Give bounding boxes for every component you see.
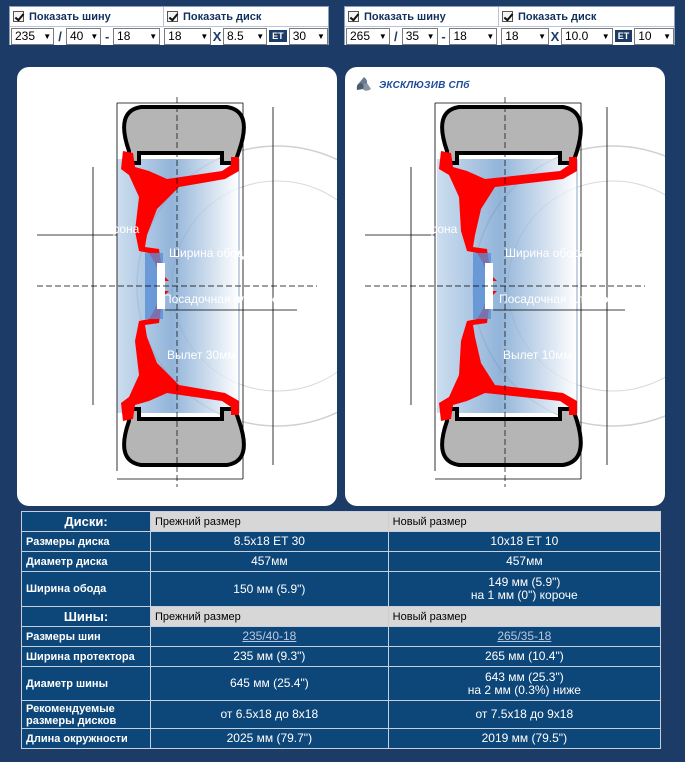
slash-separator: /: [58, 28, 62, 44]
new-value: 265 мм (10.4"): [388, 647, 660, 667]
new-value-line1: 149 мм (5.9"): [488, 575, 561, 589]
et-label: ET: [615, 30, 633, 42]
brand-logo: [353, 75, 470, 95]
logo-text: ЭКСКЛЮЗИВ СПб: [379, 79, 470, 91]
row-label: Ширина протектора: [22, 647, 151, 667]
tire-profile-select[interactable]: 40 ▼: [66, 28, 101, 45]
et-label: ET: [269, 30, 287, 42]
show-rim-label: Показать диск: [183, 10, 262, 23]
old-value: 8.5x18 ET 30: [151, 532, 389, 552]
dropdown-arrow-icon: ▼: [90, 31, 99, 41]
dropdown-arrow-icon: ▼: [317, 31, 325, 41]
new-tire-size-link[interactable]: 265/35-18: [497, 629, 552, 643]
row-label: [22, 701, 151, 729]
rim-width-select[interactable]: 8.5 ▼: [223, 28, 267, 45]
right-wheel-diagram: [345, 67, 665, 506]
old-tire-size-link[interactable]: 235/40-18: [242, 629, 297, 643]
left-wheel-diagram: [17, 67, 337, 506]
crown-label: Корона: [417, 222, 458, 236]
tires-header-row: [22, 607, 661, 627]
offset-label: Вылет 10мм: [503, 348, 572, 362]
x-separator: X: [550, 28, 560, 44]
row-label-line1: Рекомендуемые: [26, 702, 115, 715]
checkbox-checked-icon[interactable]: [167, 11, 178, 22]
offset-label: Вылет 30мм: [167, 348, 236, 362]
old-value: 150 мм (5.9"): [151, 572, 389, 607]
wheel-cross-section: [17, 67, 337, 506]
table-row: [22, 667, 661, 701]
rim-width-label: Ширина обода: [169, 246, 251, 260]
row-label: Длина окружности: [22, 729, 151, 749]
et-select[interactable]: 10 ▼: [634, 28, 674, 45]
new-value-line1: 643 мм (25.3"): [484, 669, 564, 684]
rims-section-title: Диски:: [22, 512, 151, 532]
table-row: [22, 647, 661, 667]
new-value: от 7.5x18 до 9x18: [388, 701, 660, 729]
old-value: 457мм: [151, 552, 389, 572]
row-label: Размеры шин: [22, 627, 151, 647]
et-select[interactable]: 30 ▼: [289, 28, 328, 45]
new-value-line2: на 2 мм (0.3%) ниже: [467, 682, 581, 697]
dropdown-arrow-icon: ▼: [486, 31, 495, 41]
slash-separator: /: [393, 28, 398, 44]
old-value: 2025 мм (79.7"): [151, 729, 389, 749]
dropdown-arrow-icon: ▼: [538, 31, 547, 41]
tires-section-title: Шины:: [22, 607, 151, 627]
checkbox-checked-icon[interactable]: [502, 11, 513, 22]
old-value: от 6.5x18 до 8x18: [151, 701, 389, 729]
dropdown-arrow-icon: ▼: [601, 31, 610, 41]
row-label-line2: размеры дисков: [26, 714, 117, 727]
tire-profile-select[interactable]: 35 ▼: [402, 28, 438, 45]
old-value: 645 мм (25.4"): [151, 667, 389, 701]
tire-diameter-select[interactable]: 18 ▼: [113, 28, 160, 45]
old-size-header: Прежний размер: [151, 607, 389, 627]
rim-diameter-select[interactable]: 18 ▼: [501, 28, 549, 45]
dropdown-arrow-icon: ▼: [256, 31, 265, 41]
new-value: 2019 мм (79.5"): [388, 729, 660, 749]
new-value-line2: на 1 мм (0") короче: [470, 588, 578, 602]
row-label: Размеры диска: [22, 532, 151, 552]
new-value: [388, 627, 660, 647]
new-size-header: Новый размер: [388, 607, 660, 627]
new-value: [388, 572, 660, 607]
row-label: Ширина обода: [22, 572, 151, 607]
checkbox-checked-icon[interactable]: [348, 11, 359, 22]
show-tire-toggle-left[interactable]: [10, 7, 164, 26]
left-size-panel: [9, 6, 329, 45]
comparison-table: [21, 511, 661, 749]
rim-width-label: Ширина обода: [505, 246, 587, 260]
rims-header-row: [22, 512, 661, 532]
show-rim-toggle-left[interactable]: [164, 7, 328, 26]
old-value: 235 мм (9.3"): [151, 647, 389, 667]
crown-label: Корона: [99, 222, 140, 236]
dropdown-arrow-icon: ▼: [663, 31, 672, 41]
row-label: Диаметр шины: [22, 667, 151, 701]
show-tire-toggle-right[interactable]: [345, 7, 499, 26]
table-row: [22, 532, 661, 552]
table-row: [22, 552, 661, 572]
dash-separator: -: [105, 28, 110, 44]
table-row: [22, 572, 661, 607]
wheel-cross-section: [345, 67, 665, 506]
show-rim-label: Показать диск: [518, 10, 597, 23]
rim-diameter-select[interactable]: 18 ▼: [164, 28, 211, 45]
old-size-header: Прежний размер: [151, 512, 389, 532]
table-row: [22, 729, 661, 749]
table-row: [22, 627, 661, 647]
dropdown-arrow-icon: ▼: [43, 31, 52, 41]
logo-triskelion-icon: [353, 75, 375, 95]
rim-width-select[interactable]: 10.0 ▼: [561, 28, 613, 45]
x-separator: X: [212, 28, 222, 44]
dropdown-arrow-icon: ▼: [200, 31, 209, 41]
dropdown-arrow-icon: ▼: [149, 31, 158, 41]
checkbox-checked-icon[interactable]: [13, 11, 24, 22]
dropdown-arrow-icon: ▼: [378, 31, 387, 41]
new-value: [388, 667, 660, 701]
show-tire-label: Показать шину: [29, 10, 111, 23]
new-size-header: Новый размер: [388, 512, 660, 532]
tire-width-select[interactable]: 265 ▼: [346, 28, 390, 45]
tire-width-select[interactable]: 235 ▼: [11, 28, 54, 45]
old-value: [151, 627, 389, 647]
right-size-panel: [344, 6, 675, 45]
show-tire-label: Показать шину: [364, 10, 446, 23]
seat-plane-label: Посадочная плоскость: [499, 292, 626, 306]
dash-separator: -: [441, 28, 446, 44]
table-row: [22, 701, 661, 729]
new-value: 10x18 ET 10: [388, 532, 660, 552]
dropdown-arrow-icon: ▼: [426, 31, 435, 41]
seat-plane-label: Посадочная плоскость: [163, 292, 290, 306]
new-value: 457мм: [388, 552, 660, 572]
row-label: Диаметр диска: [22, 552, 151, 572]
show-rim-toggle-right[interactable]: [499, 7, 674, 26]
tire-diameter-select[interactable]: 18 ▼: [449, 28, 497, 45]
